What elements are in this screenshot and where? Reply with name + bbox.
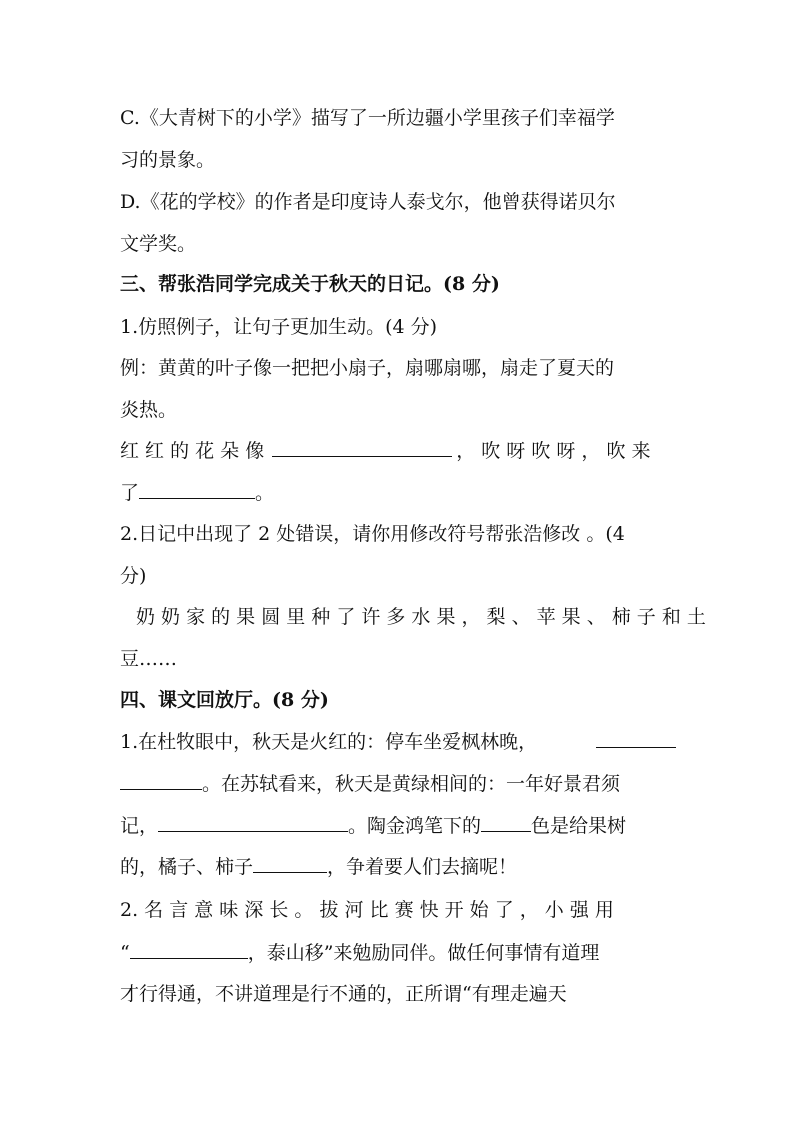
- answer-blank[interactable]: [596, 729, 676, 748]
- answer-blank[interactable]: [158, 813, 348, 832]
- option-d-line-1: D.《花的学校》的作者是印度诗人泰戈尔，他曾获得诺贝尔: [120, 191, 616, 213]
- question-2-prompt-line-1: 2.日记中出现了 2 处错误，请你用修改符号帮张浩修改 。(4: [120, 523, 625, 545]
- recall-line-4: [120, 853, 676, 881]
- imitation-text-le: 了: [120, 482, 140, 504]
- section-three-title: 三、帮张浩同学完成关于秋天的日记。(8 分): [120, 273, 500, 295]
- proverb-open-quote: “: [120, 942, 130, 964]
- recall-text-ji: 记，: [120, 815, 159, 837]
- imitation-text-end: ， 吹 呀 吹 呀 ， 吹 来: [456, 440, 651, 462]
- recall-text-sushi: 。在苏轼看来，秋天是黄绿相间的：一年好景君须: [202, 773, 621, 795]
- recall-text-pick: ，争着要人们去摘呢！: [327, 856, 518, 878]
- answer-blank[interactable]: [481, 813, 531, 832]
- recall-line-1: [120, 728, 676, 756]
- example-line-1: 例：黄黄的叶子像一把把小扇子，扇哪扇哪，扇走了夏天的: [120, 357, 615, 379]
- answer-blank[interactable]: [272, 438, 452, 457]
- proverb-text-taishan: ，泰山移”来勉励同伴。做任何事情有道理: [247, 942, 600, 964]
- recall-text-dumu: 1.在杜牧眼中，秋天是火红的：停车坐爱枫林晚，: [120, 731, 538, 753]
- recall-line-2: [120, 770, 676, 798]
- option-c-line-1: C.《大青树下的小学》描写了一所边疆小学里孩子们幸福学: [120, 107, 615, 129]
- imitation-text-start: 红 红 的 花 朵 像: [120, 440, 265, 462]
- proverb-line-3: 才行得通，不讲道理是行不通的，正所谓“有理走遍天: [120, 983, 567, 1005]
- section-four-title: 四、课文回放厅。(8 分): [120, 689, 329, 711]
- example-line-2: 炎热。: [120, 399, 178, 421]
- recall-line-3: [120, 812, 676, 840]
- imitation-line-1: [120, 437, 676, 465]
- answer-blank[interactable]: [130, 940, 248, 959]
- answer-blank[interactable]: [253, 854, 327, 873]
- recall-text-orange: 的，橘子、柿子: [120, 856, 254, 878]
- imitation-line-2: [120, 479, 676, 507]
- answer-blank[interactable]: [120, 771, 202, 790]
- option-d-line-2: 文学奖。: [120, 233, 197, 255]
- recall-text-color: 色是给果树: [531, 815, 627, 837]
- proverb-line-1: 2. 名 言 意 味 深 长 。 拔 河 比 赛 快 开 始 了 ， 小 强 用: [120, 899, 614, 921]
- option-c-line-2: 习的景象。: [120, 149, 216, 171]
- question-1-prompt: 1.仿照例子，让句子更加生动。(4 分): [120, 316, 438, 338]
- question-2-prompt-line-2: 分): [120, 565, 147, 587]
- recall-text-tao: 。陶金鸿笔下的: [348, 815, 482, 837]
- proverb-line-2: [120, 939, 676, 967]
- diary-line-1: 奶 奶 家 的 果 圆 里 种 了 许 多 水 果 ， 梨 、 苹 果 、 柿 子 和 土: [136, 606, 706, 628]
- imitation-text-period: 。: [255, 482, 275, 504]
- answer-blank[interactable]: [139, 480, 255, 499]
- diary-line-2: 豆……: [120, 648, 178, 670]
